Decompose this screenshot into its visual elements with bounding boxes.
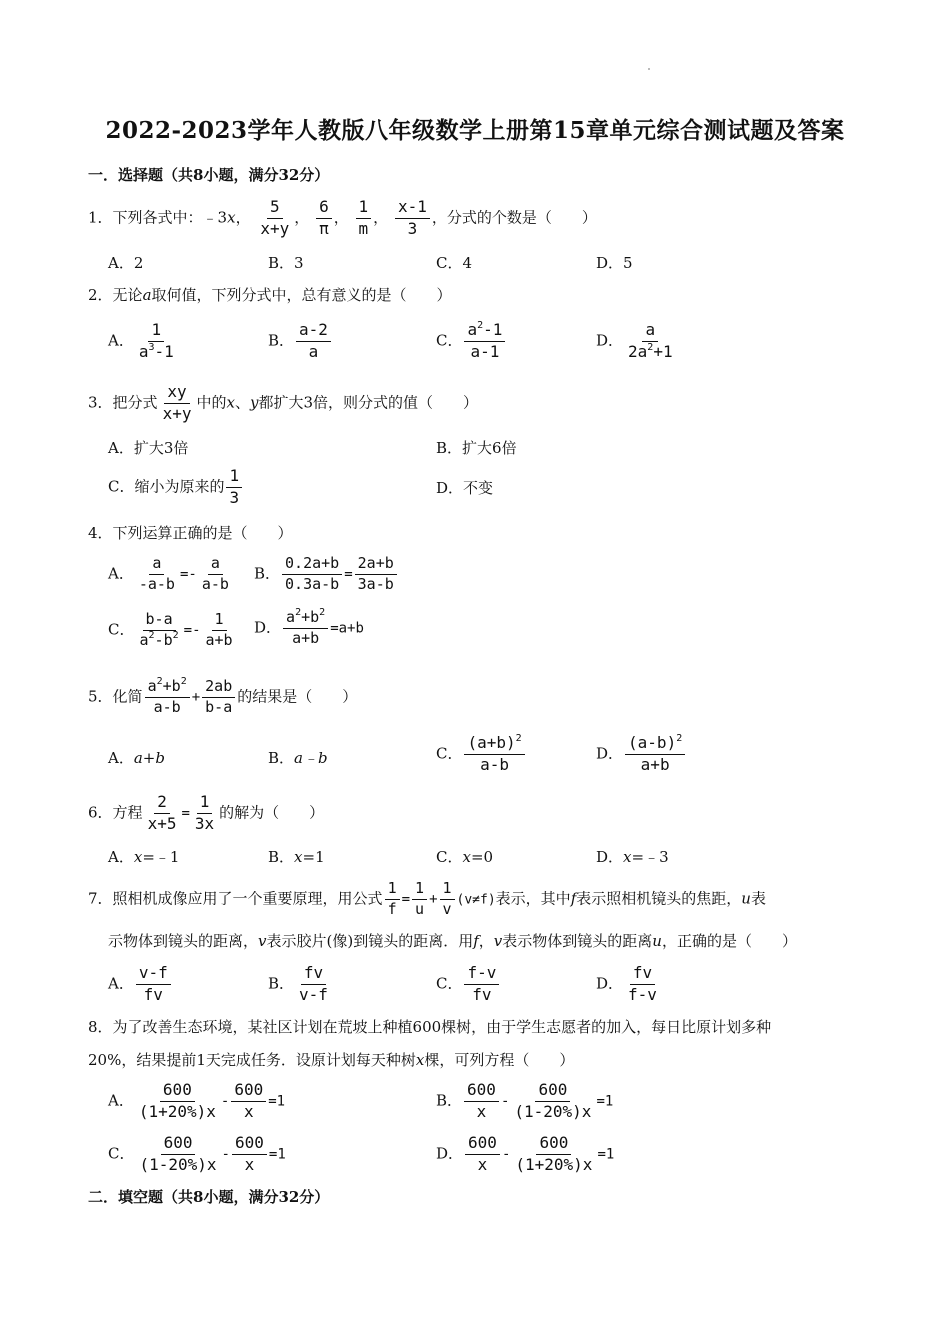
section-choice-heading: 一．选择题（共8小题，满分32分）: [88, 166, 330, 184]
q6-option-c: C．x=0: [436, 848, 494, 866]
fraction: $\frac{x-1}{3}$: [395, 199, 430, 238]
q5-option-b: B．a﹣b: [268, 749, 328, 767]
q7-option-a: A． $\frac{v-f}{fv}$: [108, 965, 173, 1004]
q3-option-b: B．扩大6倍: [436, 439, 517, 457]
q1-option-a: A．2: [108, 254, 144, 272]
fraction: $\frac{6}{\pi}$: [316, 199, 332, 238]
page-title: 2022-2023学年人教版八年级数学上册第15章单元综合测试题及答案: [105, 117, 845, 144]
q7-option-d: D． $\frac{fv}{f-v}$: [596, 963, 657, 1004]
q8-option-c: C． $\frac{600}{(1-20\%)x}$ - $\frac{600}{x}$ =1: [108, 1133, 286, 1174]
q4-option-d: D． $\frac{a^2+b^2}{a+b}$ =a+b: [254, 607, 364, 647]
q2-option-d: D． $\frac{a}{2a^2+1}$: [596, 320, 673, 361]
question-2: 2．无论a取何值，下列分式中，总有意义的是（ ）: [88, 286, 452, 304]
question-8-line-2: 20%，结果提前1天完成任务．设原计划每天种树x棵，可列方程（ ）: [88, 1051, 575, 1069]
q6-option-d: D．x=﹣3: [596, 848, 669, 866]
question-3: 3．把分式 $\frac{xy}{x+y}$ 中的x、y都扩大3倍，则分式的值（ ）: [88, 382, 478, 423]
q3-option-d: D．不变: [436, 479, 494, 497]
section-fill-heading: 二．填空题（共8小题，满分32分）: [88, 1188, 330, 1206]
q1-option-c: C．4: [436, 254, 473, 272]
q8-option-b: B． $\frac{600}{x}$ - $\frac{600}{(1-20\%)x}$ =1: [436, 1080, 614, 1121]
q5-option-d: D． $\frac{(a-b)^2}{a+b}$: [596, 735, 687, 774]
question-7-line-2: 示物体到镜头的距离，v表示胶片(像)到镜头的距离．用f，v表示物体到镜头的距离u，正确的是（ ）: [108, 932, 797, 950]
scan-dot: [648, 68, 650, 70]
q2-option-c: C． $\frac{a^2-1}{a-1}$: [436, 322, 507, 361]
q7-option-c: C． $\frac{f-v}{fv}$: [436, 965, 501, 1004]
q3-option-c: C．缩小为原来的 $\frac{1}{3}$: [108, 468, 244, 507]
q8-option-a: A． $\frac{600}{(1+20\%)x}$ - $\frac{600}{x}$ =1: [108, 1080, 286, 1121]
q2-option-b: B． $\frac{a-2}{a}$: [268, 322, 333, 361]
fraction: $\frac{1}{m}$: [356, 199, 372, 238]
q8-option-d: D． $\frac{600}{x}$ - $\frac{600}{(1+20\%)x}$ =1: [436, 1133, 615, 1174]
q4-option-a: A． $\frac{a}{-a-b}$ =- $\frac{a}{a-b}$: [108, 554, 229, 593]
q5-option-a: A．a+b: [108, 749, 165, 767]
q5-option-c: C． $\frac{(a+b)^2}{a-b}$: [436, 735, 527, 774]
question-1: 1．下列各式中：﹣3x， $\frac{5}{x+y}$ ， $\frac{6}{\pi}$ ， $\frac{1}{m}$ ， $\frac{x-1}{3}$ ，分式的个数是（ ）: [88, 197, 597, 238]
q6-option-a: A．x=﹣1: [108, 848, 180, 866]
q4-option-c: C． $\frac{b-a}{a^2-b^2}$ =- $\frac{1}{a+b}$: [108, 610, 233, 649]
q6-option-b: B．x=1: [268, 848, 325, 866]
q3-option-a: A．扩大3倍: [108, 439, 189, 457]
question-4: 4．下列运算正确的是（ ）: [88, 524, 293, 542]
q2-option-a: A． $\frac{1}{a^3-1}$: [108, 320, 174, 361]
question-8: 8．为了改善生态环境，某社区计划在荒坡上种植600棵树，由于学生志愿者的加入，每日比原计划多种: [88, 1018, 772, 1036]
q7-option-b: B． $\frac{fv}{v-f}$: [268, 963, 328, 1004]
fraction: $\frac{5}{x+y}$: [260, 197, 290, 238]
q4-option-b: B． $\frac{0.2a+b}{0.3a-b}$ = $\frac{2a+b}{3a-b}$: [254, 556, 399, 593]
q1-option-d: D．5: [596, 254, 633, 272]
q1-option-b: B．3: [268, 254, 304, 272]
question-5: 5．化简 $\frac{a^2+b^2}{a-b}$ + $\frac{2ab}{b-a}$ 的结果是（ ）: [88, 676, 358, 716]
question-6: 6．方程 $\frac{2}{x+5}$ = $\frac{1}{3x}$ 的解为（ ）: [88, 792, 325, 833]
question-7: 7．照相机成像应用了一个重要原理，用公式 $\frac{1}{f}$ = $\frac{1}{u}$ + $\frac{1}{v}$ (v≠f)表示，其中f表示照相机镜头的焦距，u表: [88, 879, 766, 918]
